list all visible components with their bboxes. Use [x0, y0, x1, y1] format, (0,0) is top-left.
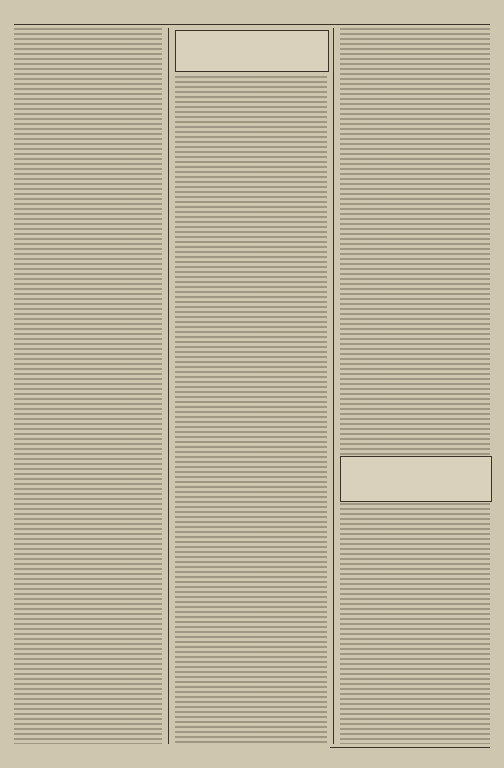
column-rule-1: [168, 28, 169, 744]
page-header: [14, 8, 490, 25]
page-footer: [330, 747, 490, 762]
column-left: [14, 28, 162, 744]
advertisement-box: [340, 456, 492, 502]
column-rule-2: [333, 28, 334, 744]
column-middle: [175, 76, 327, 744]
headline-box: [175, 30, 329, 72]
column-right: [340, 28, 490, 744]
